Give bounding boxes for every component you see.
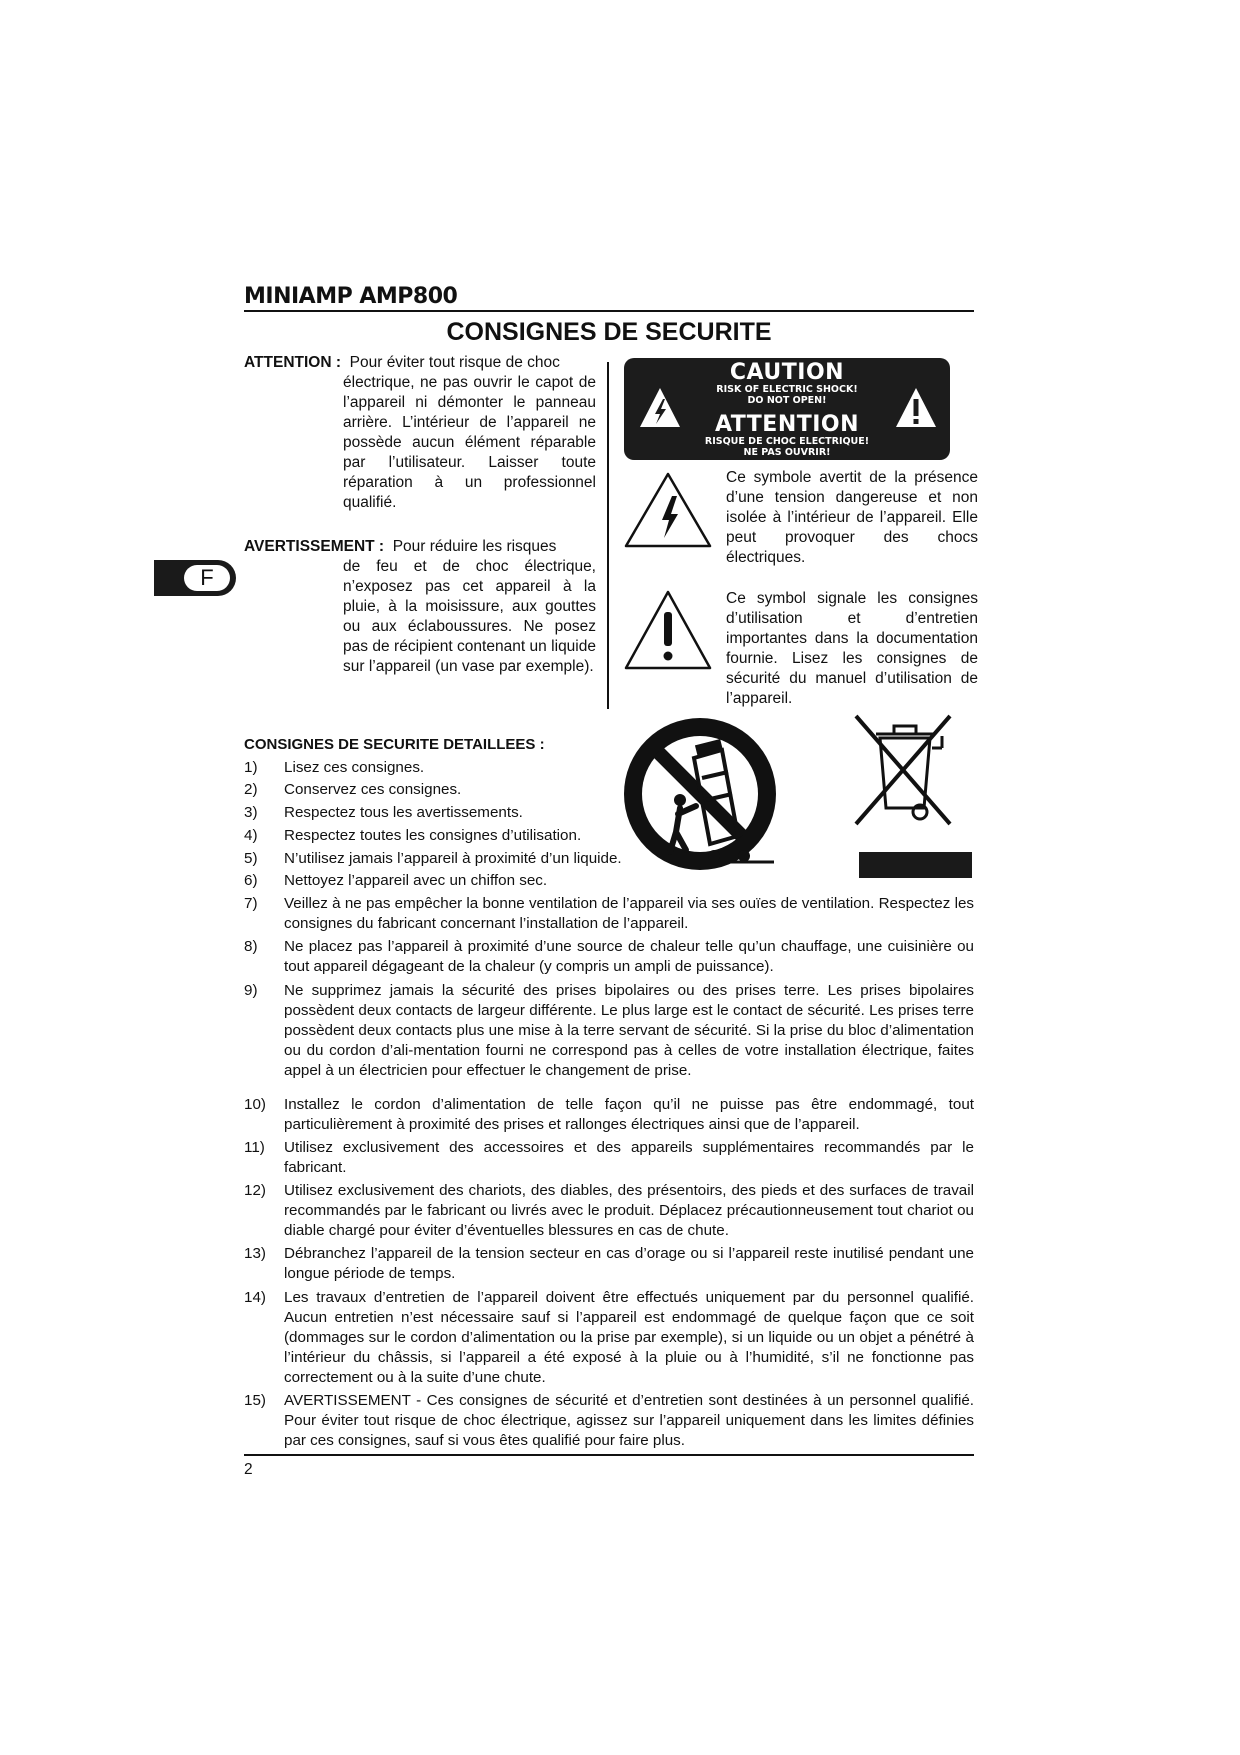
list-item: 14) Les travaux d’entretien de l’appareil doivent être effectués uniquement par du personnel qualifié. Aucun entretien n’est nécessaire sauf si l’appareil est endommagé de quelque façon que ce soit (dommages sur le cordon d’alimentation ou la prise par exemple), si un liquide ou un objet a pénétré à l’intérieur du châssis, si l’appareil a été exposé à la pluie ou à l’humidité, s’il ne fonctionne pas correctement ou à la suite d’une chute.: [244, 1289, 974, 1386]
list-item: 5) N’utilisez jamais l’appareil à proximité d’un liquide.: [244, 850, 622, 867]
list-item: 12) Utilisez exclusivement des chariots, des diables, des présentoirs, des pieds et des surfaces de travail recommandés par le fabricant ou livrés avec le produit. Déplacez précautionneusement tout chariot ou diable chargé pour éviter d’éventuelles blessures en cas de chute.: [244, 1182, 974, 1239]
language-tab-label: F: [184, 565, 230, 591]
attention-block: [244, 353, 596, 513]
electric-shock-warning-icon: [638, 386, 682, 430]
column-divider: [607, 362, 609, 709]
caution-label-box: [624, 358, 950, 460]
title-rule: [244, 310, 974, 312]
attention-line-2: NE PAS OUVRIR!: [743, 447, 831, 458]
exclamation-warning-icon: [622, 588, 714, 672]
list-item: 8) Ne placez pas l’appareil à proximité d’une source de chaleur telle qu’un chauffage, une cuisinière ou tout appareil dégageant de la chaleur (y compris un ampli de puissance).: [244, 938, 974, 975]
caution-heading: CAUTION: [729, 360, 845, 385]
product-title: MINIAMP AMP800: [244, 284, 458, 309]
exclamation-symbol-text: Ce symbol signale les consignes d’utilisation et d’entretien importantes dans la documentation fournie. Lisez les consignes de sécurité du manuel d’utilisation de l’appareil.: [726, 590, 978, 707]
list-item: 2) Conservez ces consignes.: [244, 781, 462, 798]
list-item: 9) Ne supprimez jamais la sécurité des prises bipolaires ou des prises terre. Les prises bipolaires possèdent deux contacts de largeur différente. Le plus large est le contact de sécurité. Les prises terre possèdent deux contacts plus une mise à la terre servant de sécurité. Si la prise du bloc d’alimentation ou du cordon d’ali-mentation fourni ne correspond pas à celles de votre installation électrique, faites appel à un électricien pour effectuer le changement de prise.: [244, 982, 974, 1079]
list-item: 10) Installez le cordon d’alimentation de telle façon qu’il ne puisse pas être endommagé, tout particulièrement à proximité des prises et rallonges électriques ainsi que de l’appareil.: [244, 1096, 974, 1133]
list-item: 15) AVERTISSEMENT - Ces consignes de sécurité et d’entretien sont destinées à un personnel qualifié. Pour éviter tout risque de choc électrique, agissez sur l’appareil uniquement dans les limites définies par ces consignes, sauf si vous êtes qualifié pour faire plus.: [244, 1392, 974, 1449]
attention-first-line: Pour éviter tout risque de choc: [349, 354, 560, 371]
language-tab: [154, 560, 236, 596]
caution-line-2: DO NOT OPEN!: [747, 395, 827, 406]
avertissement-label: AVERTISSEMENT :: [244, 538, 385, 555]
list-item: 4) Respectez toutes les consignes d’utilisation.: [244, 827, 582, 844]
lightning-symbol-text: Ce symbole avertit de la présence d’une tension dangereuse et non isolée à l’intérieur de l’appareil. Elle peut provoquer des chocs électriques.: [726, 469, 978, 566]
list-item: 6) Nettoyez l’appareil avec un chiffon sec.: [244, 872, 548, 889]
list-item: 7) Veillez à ne pas empêcher la bonne ventilation de l’appareil via ses ouïes de ventilation. Respectez les consignes du fabricant concernant l’installation de l’appareil.: [244, 895, 974, 932]
section-title: CONSIGNES DE SECURITE: [446, 318, 772, 346]
avertissement-block: [244, 537, 596, 677]
avertissement-text: de feu et de choc électrique, n’exposez pas cet appareil à la pluie, à la moisissure, aux gouttes ou aux éclaboussures. Ne posez pas de récipient contenant un liquide sur l’appareil (un vase par exemple).: [343, 558, 596, 675]
avertissement-first-line: Pour réduire les risques: [392, 538, 557, 555]
list-item: 3) Respectez tous les avertissements.: [244, 804, 523, 821]
list-item: 13) Débranchez l’appareil de la tension secteur en cas d’orage ou si l’appareil reste inutilisé pendant une longue période de temps.: [244, 1245, 974, 1282]
attention-text: électrique, ne pas ouvrir le capot de l’appareil ni démonter le panneau arrière. L’intérieur de l’appareil ne possède aucun élément réparable par l’utilisateur. Laisser toute réparation à un professionnel qualifié.: [343, 374, 596, 511]
caution-line-1: RISK OF ELECTRIC SHOCK!: [716, 384, 858, 395]
page-number: 2: [244, 1461, 253, 1478]
detailed-heading: CONSIGNES DE SECURITE DETAILLEES :: [244, 736, 545, 753]
attention-label: ATTENTION :: [244, 354, 342, 371]
exclamation-warning-icon: [894, 386, 938, 430]
bottom-rule: [244, 1454, 974, 1456]
electric-shock-warning-icon: [622, 470, 714, 550]
list-item: 1) Lisez ces consignes.: [244, 759, 425, 776]
list-item: 11) Utilisez exclusivement des accessoires et des appareils supplémentaires recommandés par le fabricant.: [244, 1139, 974, 1176]
attention-line-1: RISQUE DE CHOC ELECTRIQUE!: [704, 436, 870, 447]
attention-heading: ATTENTION: [714, 412, 860, 437]
